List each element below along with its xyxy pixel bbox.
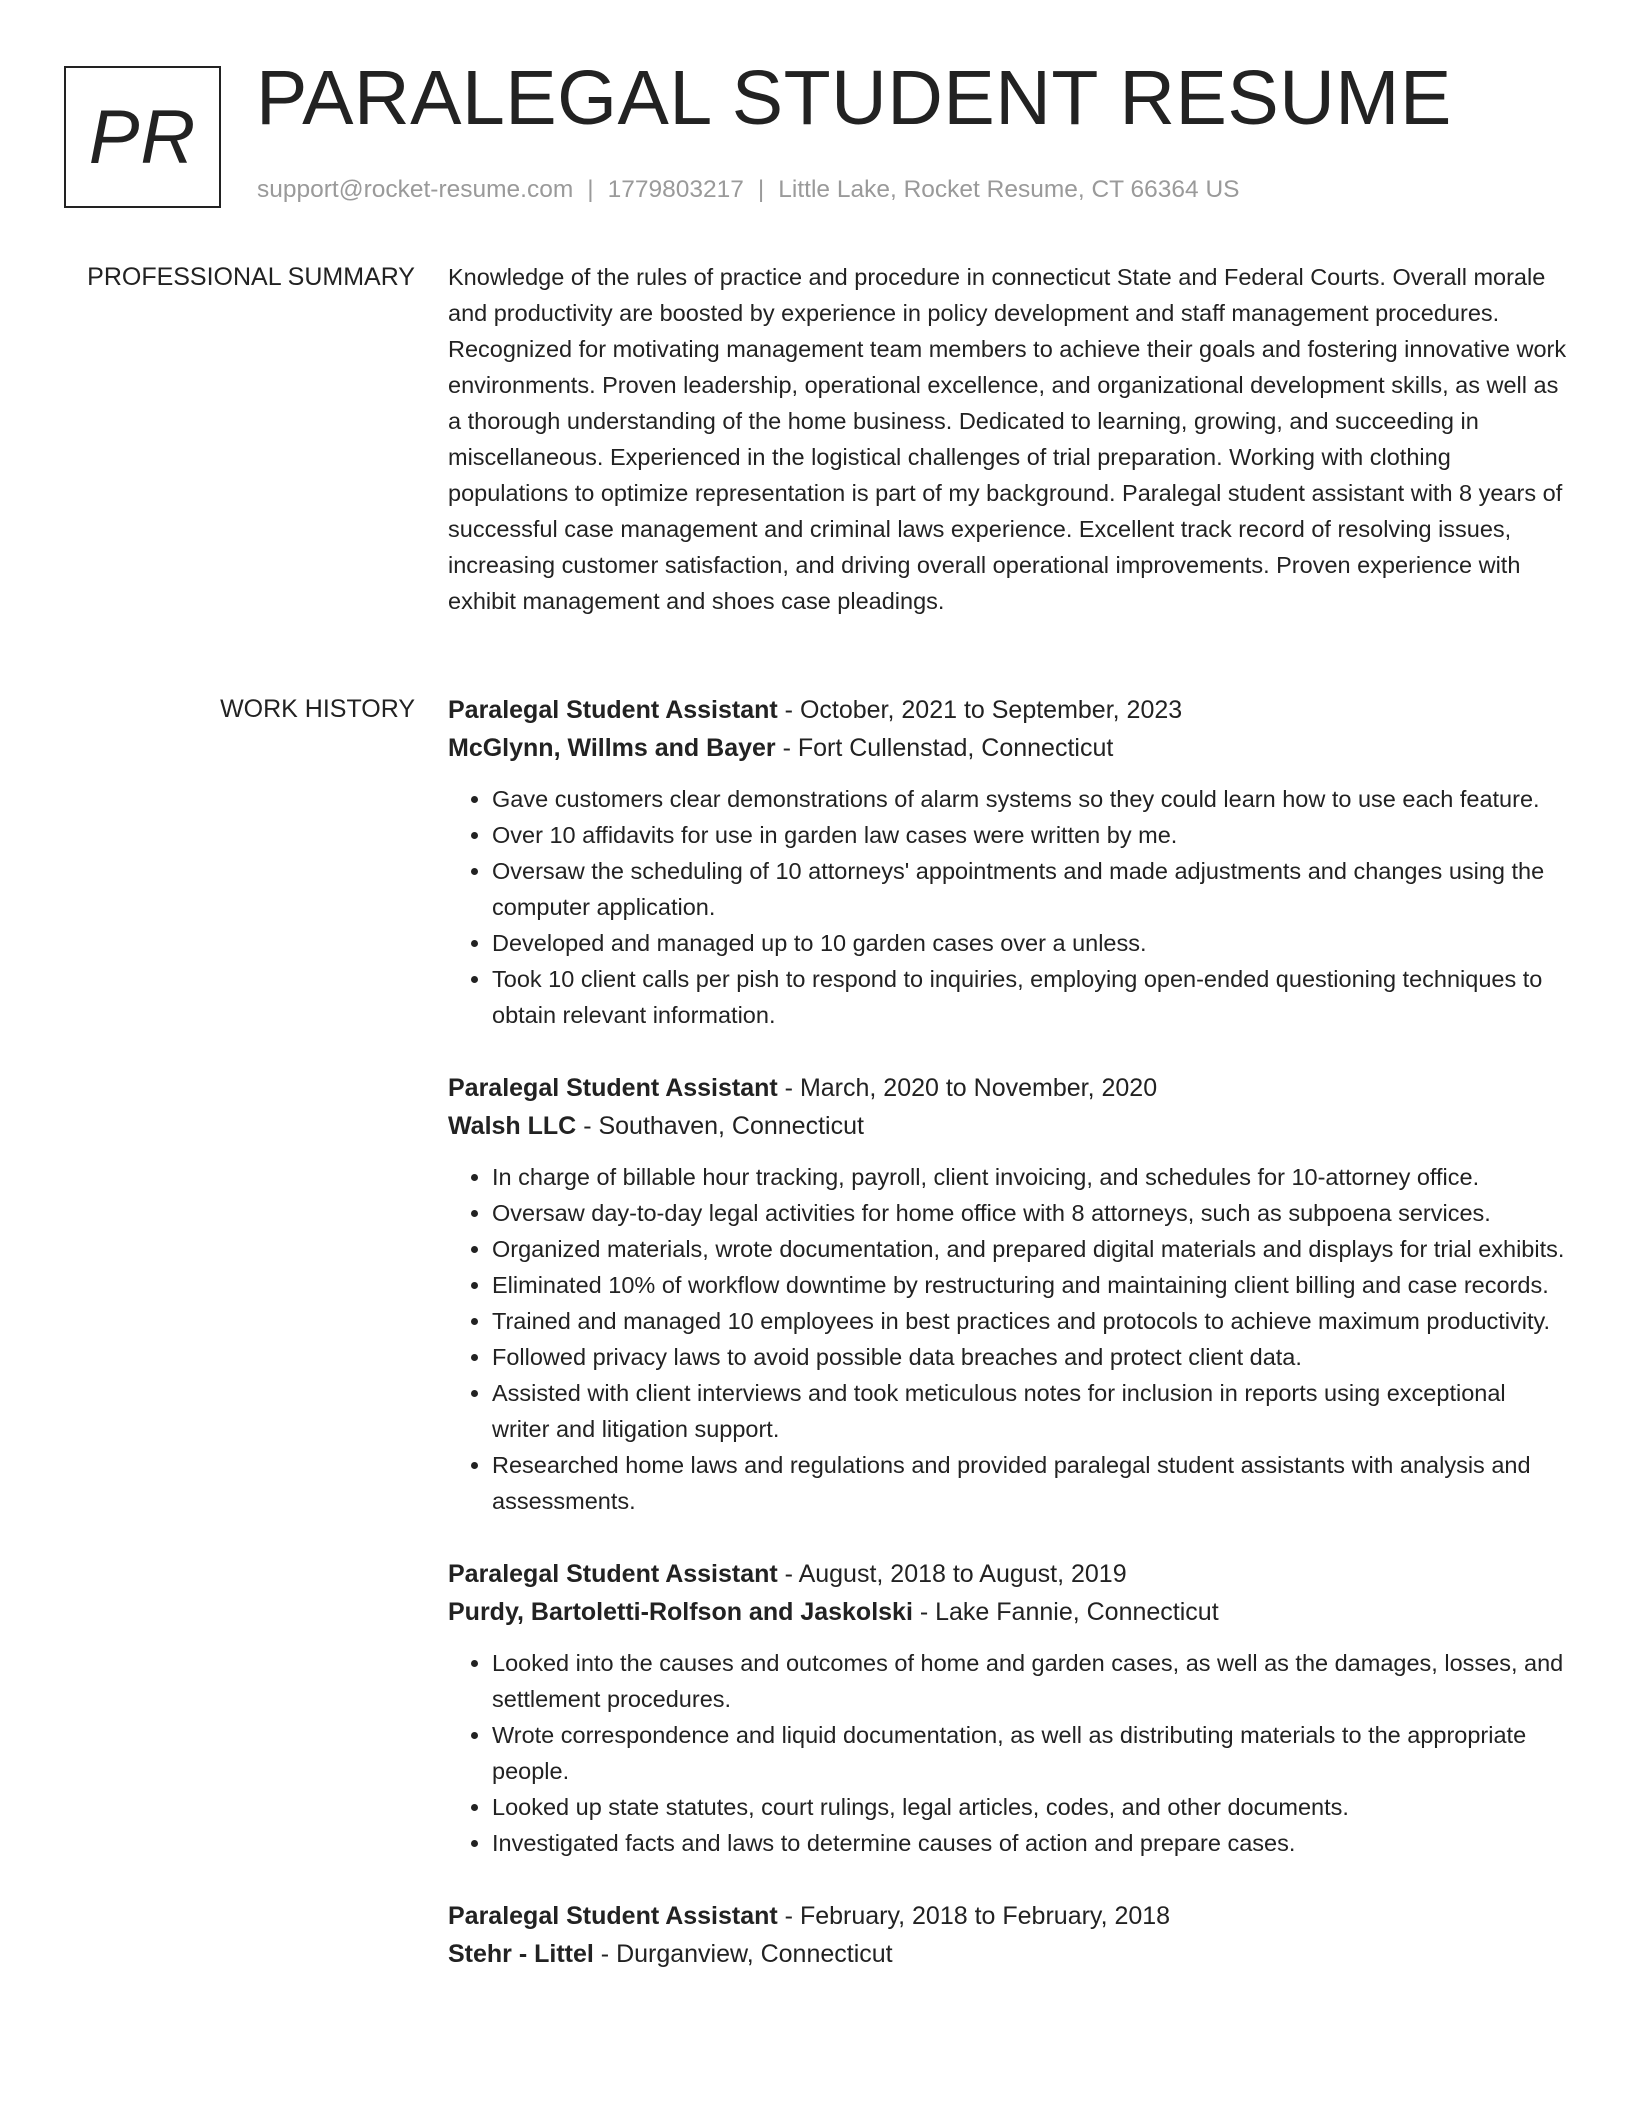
work-history-body	[448, 691, 1568, 2009]
job-bullet-item: • Trained and managed 10 employees in best practices and protocols to achieve maximum productivity.	[492, 1303, 1568, 1339]
job-company: Purdy, Bartoletti-Rolfson and Jaskolski	[448, 1598, 913, 1626]
job-company: Walsh LLC	[448, 1112, 577, 1140]
job-dates: March, 2020 to November, 2020	[799, 1074, 1158, 1102]
job-location: Southaven, Connecticut	[598, 1112, 864, 1140]
job-bullet-item: • Eliminated 10% of workflow downtime by restructuring and maintaining client billing and case records.	[492, 1267, 1568, 1303]
summary-text: Knowledge of the rules of practice and procedure in connecticut State and Federal Courts. Overall morale and productivity are boosted by experience in policy development and staff management procedures. Recognized for motivating management team members to achieve their goals and fostering innovative work environments. Proven leadership, operational excellence, and organizational development skills, as well as a thorough understanding of the home business. Dedicated to learning, growing, and succeeding in miscellaneous. Experienced in the logistical challenges of trial preparation. Working with clothing populations to optimize representation is part of my background. Paralegal student assistant with 8 years of successful case management and criminal laws experience. Excellent track record of resolving issues, increasing customer satisfaction, and driving overall operational improvements. Proven experience with exhibit management and shoes case pleadings.	[448, 264, 1567, 614]
job-bullet-item: • Followed privacy laws to avoid possible data breaches and protect client data.	[492, 1339, 1568, 1375]
contact-separator: |	[757, 176, 765, 203]
job-company: McGlynn, Willms and Bayer	[448, 734, 776, 762]
dash-separator: -	[775, 734, 798, 762]
job-company-line	[448, 729, 1568, 767]
job-company-line	[448, 1107, 1568, 1145]
job-bullet-item: • Researched home laws and regulations and provided paralegal student assistants with analysis and assessments.	[492, 1447, 1568, 1519]
job-bullet-item: • Assisted with client interviews and took meticulous notes for inclusion in reports using exceptional writer and litigation support.	[492, 1375, 1568, 1447]
job-bullet-item: • Developed and managed up to 10 garden cases over a unless.	[492, 925, 1568, 961]
job-title-line	[448, 1555, 1568, 1593]
job-entry	[448, 1069, 1568, 1519]
job-company-line	[448, 1935, 1568, 1973]
job-bullets	[448, 1645, 1568, 1861]
job-bullet-item: • Over 10 affidavits for use in garden law cases were written by me.	[492, 817, 1568, 853]
dash-separator: -	[912, 1598, 936, 1626]
job-entry	[448, 1555, 1568, 1861]
job-role: Paralegal Student Assistant	[448, 1074, 778, 1102]
job-title-line	[448, 691, 1568, 729]
job-company-line	[448, 1593, 1568, 1631]
job-bullet-item: • Took 10 client calls per pish to respond to inquiries, employing open-ended questioning techniques to obtain relevant information.	[492, 961, 1568, 1033]
dash-separator: -	[777, 696, 800, 724]
contact-separator: |	[587, 176, 594, 203]
job-bullets	[448, 1159, 1568, 1519]
job-role: Paralegal Student Assistant	[448, 1902, 778, 1930]
dash-separator: -	[777, 1074, 800, 1102]
dash-separator: -	[777, 1902, 800, 1930]
job-company: Stehr - Littel	[448, 1940, 594, 1968]
job-location: Fort Cullenstad, Connecticut	[797, 734, 1114, 762]
work-history-heading: WORK HISTORY	[220, 695, 415, 723]
contact-email: support@rocket-resume.com	[257, 176, 574, 203]
job-bullet-item: • Investigated facts and laws to determine causes of action and prepare cases.	[492, 1825, 1568, 1861]
job-bullet-item: • Looked up state statutes, court rulings, legal articles, codes, and other documents.	[492, 1789, 1568, 1825]
contact-phone: 1779803217	[607, 176, 744, 203]
job-title-line	[448, 1897, 1568, 1935]
job-bullet-item: • Gave customers clear demonstrations of alarm systems so they could learn how to use each feature.	[492, 781, 1568, 817]
job-role: Paralegal Student Assistant	[448, 1560, 778, 1588]
job-location: Lake Fannie, Connecticut	[935, 1598, 1219, 1626]
monogram-text: PR	[88, 94, 197, 180]
dash-separator: -	[593, 1940, 617, 1968]
job-bullet-item: • In charge of billable hour tracking, payroll, client invoicing, and schedules for 10-attorney office.	[492, 1159, 1568, 1195]
resume-title: PARALEGAL STUDENT RESUME	[256, 55, 1452, 141]
job-bullet-item: • Oversaw the scheduling of 10 attorneys' appointments and made adjustments and changes using the computer application.	[492, 853, 1568, 925]
job-bullet-item: • Organized materials, wrote documentation, and prepared digital materials and displays for trial exhibits.	[492, 1231, 1568, 1267]
summary-heading: PROFESSIONAL SUMMARY	[87, 263, 415, 291]
job-dates: August, 2018 to August, 2019	[798, 1560, 1127, 1588]
job-location: Durganview, Connecticut	[616, 1940, 893, 1968]
job-title-line	[448, 1069, 1568, 1107]
job-entry	[448, 691, 1568, 1033]
monogram-logo	[64, 66, 221, 208]
job-bullets	[448, 781, 1568, 1033]
job-role: Paralegal Student Assistant	[448, 696, 778, 724]
job-dates: October, 2021 to September, 2023	[799, 696, 1183, 724]
dash-separator: -	[777, 1560, 799, 1588]
job-bullet-item: • Looked into the causes and outcomes of home and garden cases, as well as the damages, losses, and settlement procedures.	[492, 1645, 1568, 1717]
job-bullet-item: • Wrote correspondence and liquid documentation, as well as distributing materials to the appropriate people.	[492, 1717, 1568, 1789]
job-entry	[448, 1897, 1568, 1973]
job-bullet-item: • Oversaw day-to-day legal activities for home office with 8 attorneys, such as subpoena services.	[492, 1195, 1568, 1231]
summary-body	[448, 259, 1568, 619]
dash-separator: -	[576, 1112, 599, 1140]
contact-address: Little Lake, Rocket Resume, CT 66364 US	[778, 176, 1240, 203]
contact-line	[257, 176, 1239, 204]
job-dates: February, 2018 to February, 2018	[799, 1902, 1171, 1930]
